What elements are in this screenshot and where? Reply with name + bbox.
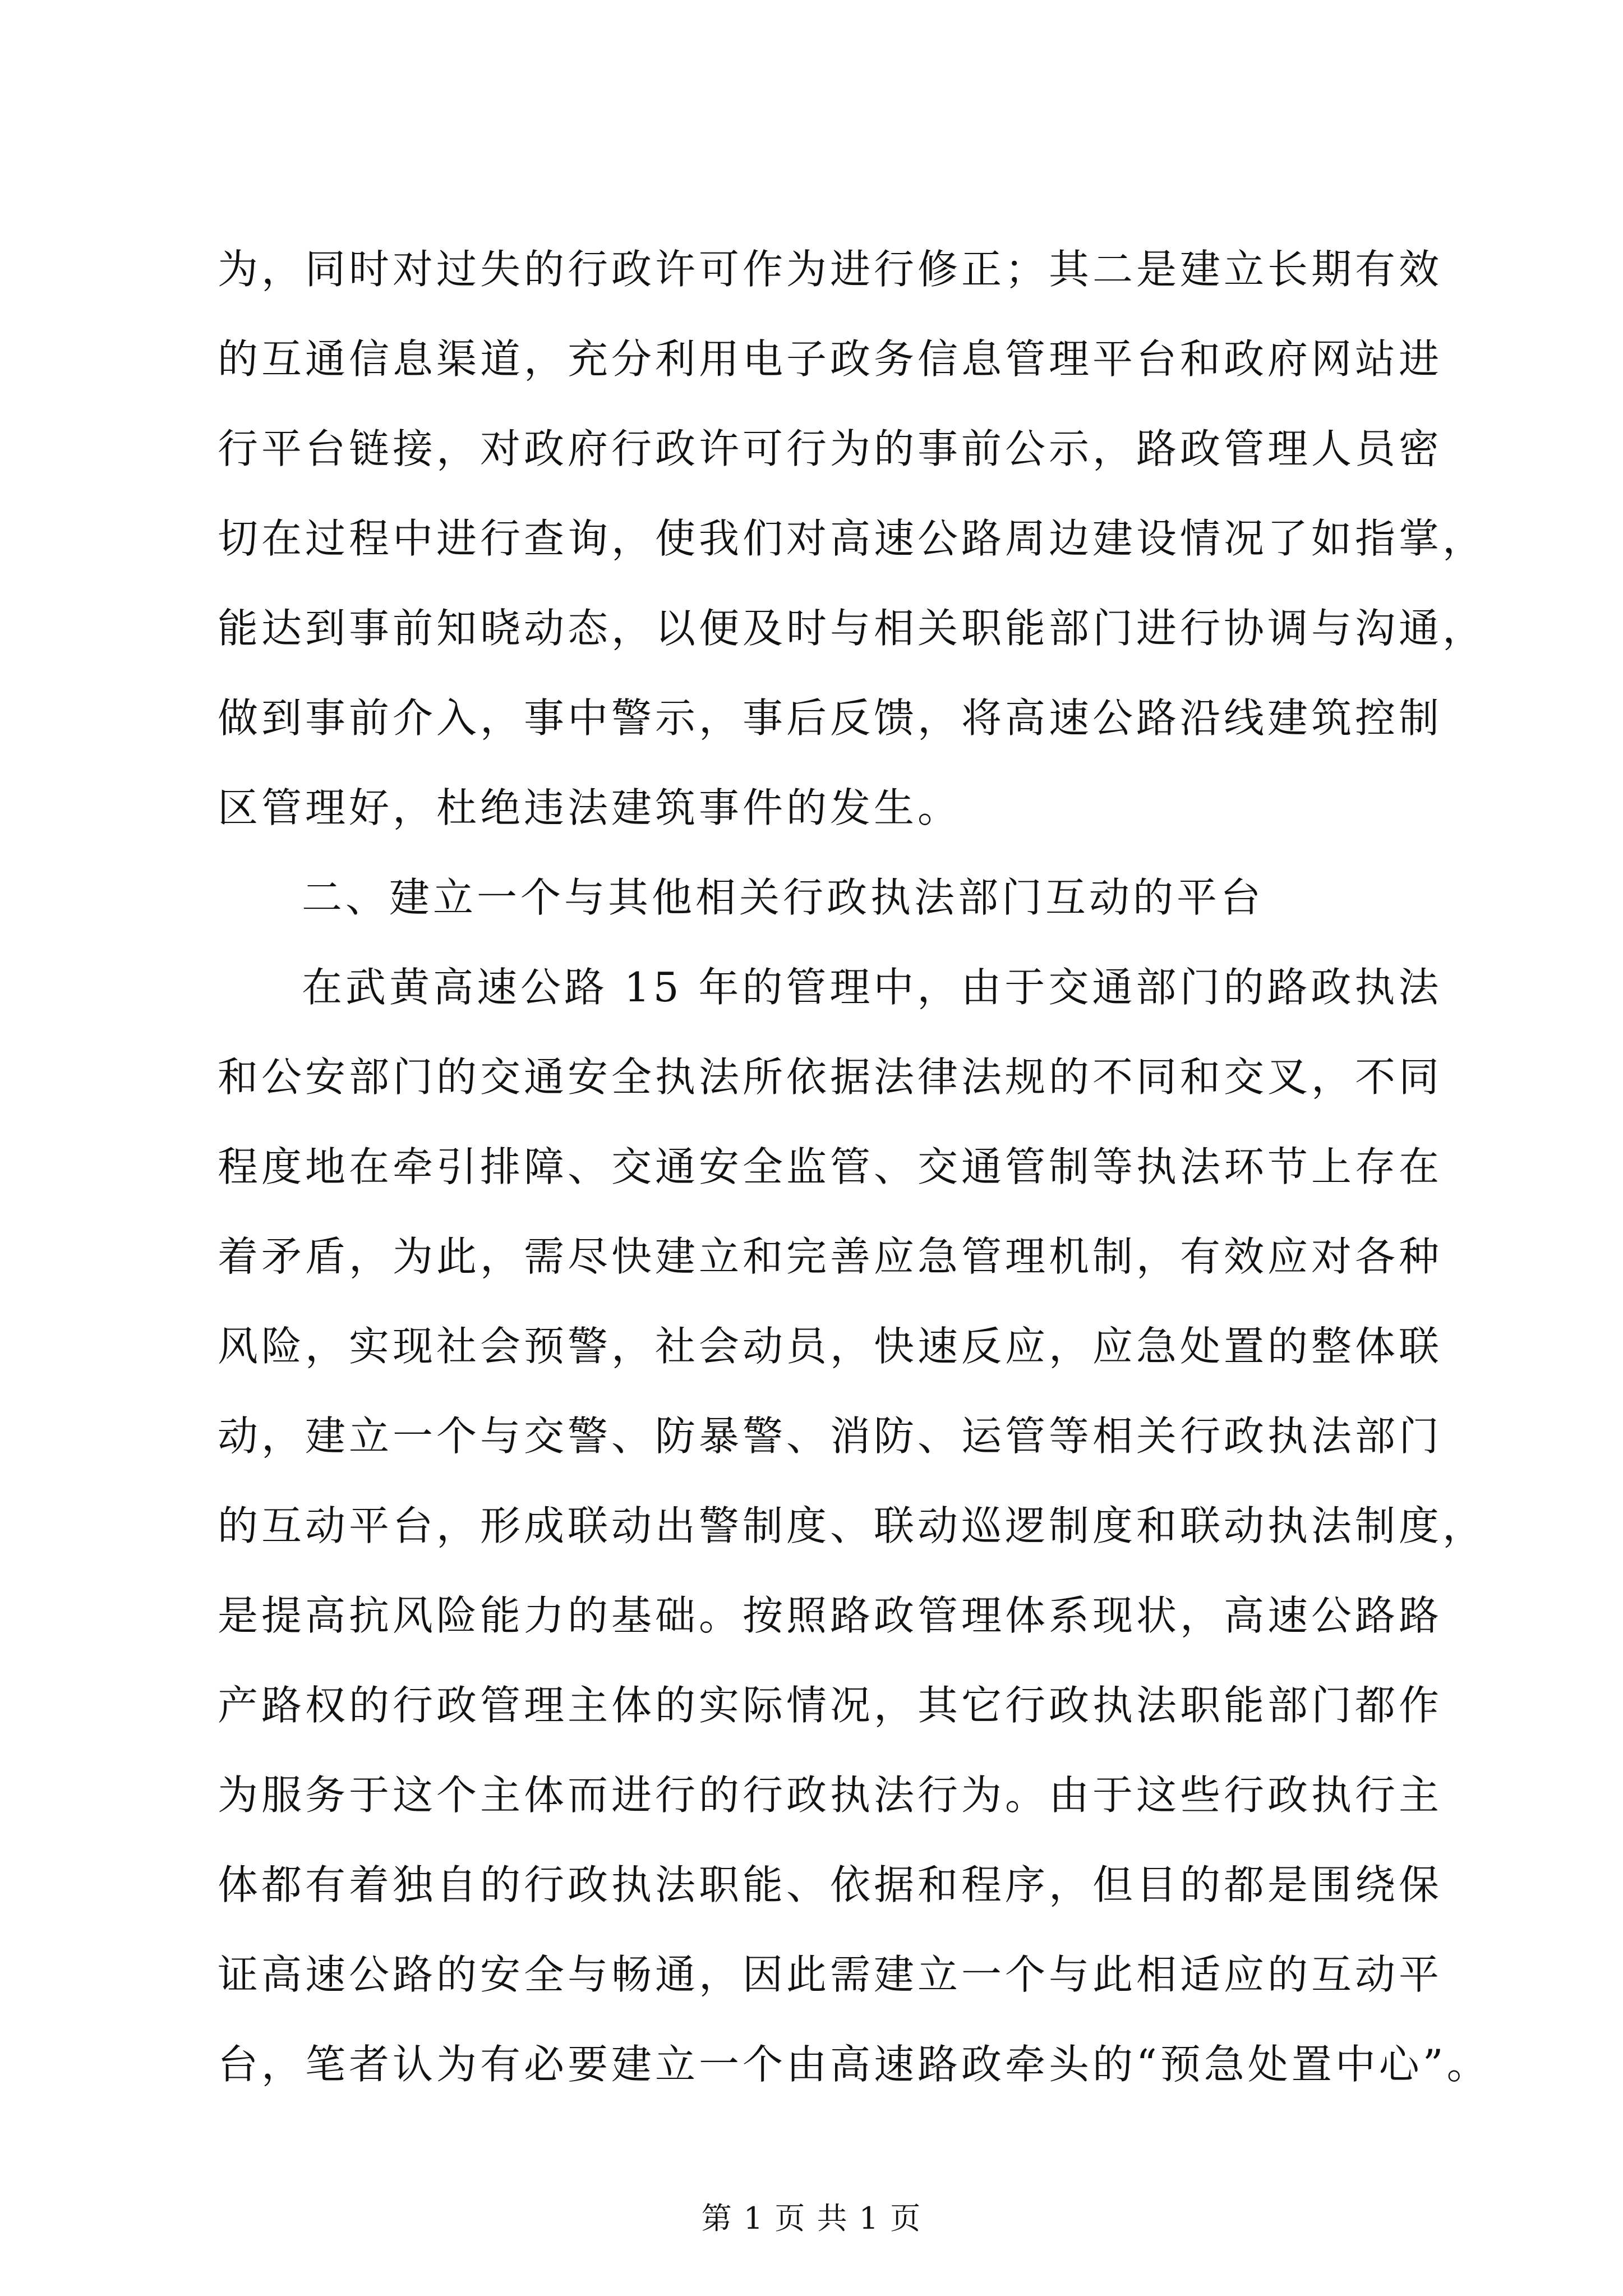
page-footer: 第 1 页 共 1 页: [701, 2201, 922, 2236]
body-line: 产路权的行政管理主体的实际情况，其它行政执法职能部门都作: [218, 1682, 1443, 1729]
body-line: 动，建立一个与交警、防暴警、消防、运管等相关行政执法部门: [218, 1412, 1443, 1460]
body-line: 为，同时对过失的行政许可作为进行修正；其二是建立长期有效: [218, 246, 1443, 293]
body-line: 台，笔者认为有必要建立一个由高速路政牵头的“预急处置中心”。: [218, 2041, 1491, 2088]
body-line: 体都有着独自的行政执法职能、依据和程序，但目的都是围绕保: [218, 1861, 1443, 1908]
body-line: 为服务于这个主体而进行的行政执法行为。由于这些行政执行主: [218, 1772, 1443, 1819]
section-heading: 二、建立一个与其他相关行政执法部门互动的平台: [302, 874, 1265, 921]
body-line: 做到事前介入，事中警示，事后反馈，将高速公路沿线建筑控制: [218, 694, 1443, 742]
body-line: 是提高抗风险能力的基础。按照路政管理体系现状，高速公路路: [218, 1592, 1443, 1639]
body-line: 和公安部门的交通安全执法所依据法律法规的不同和交叉，不同: [218, 1053, 1443, 1101]
body-line: 的互通信息渠道，充分利用电子政务信息管理平台和政府网站进: [218, 335, 1443, 383]
body-line: 切在过程中进行查询，使我们对高速公路周边建设情况了如指掌，: [218, 515, 1487, 562]
body-line: 在武黄高速公路 15 年的管理中，由于交通部门的路政执法: [302, 964, 1442, 1011]
body-line: 的互动平台，形成联动出警制度、联动巡逻制度和联动执法制度，: [218, 1502, 1487, 1549]
body-line: 着矛盾，为此，需尽快建立和完善应急管理机制，有效应对各种: [218, 1233, 1443, 1280]
body-line: 能达到事前知晓动态，以便及时与相关职能部门进行协调与沟通，: [218, 605, 1487, 652]
body-line: 行平台链接，对政府行政许可行为的事前公示，路政管理人员密: [218, 425, 1443, 472]
body-line: 证高速公路的安全与畅通，因此需建立一个与此相适应的互动平: [218, 1951, 1443, 1998]
body-line: 程度地在牵引排障、交通安全监管、交通管制等执法环节上存在: [218, 1143, 1443, 1190]
body-line: 区管理好，杜绝违法建筑事件的发生。: [218, 784, 962, 831]
body-line: 风险，实现社会预警，社会动员，快速反应，应急处置的整体联: [218, 1323, 1443, 1370]
